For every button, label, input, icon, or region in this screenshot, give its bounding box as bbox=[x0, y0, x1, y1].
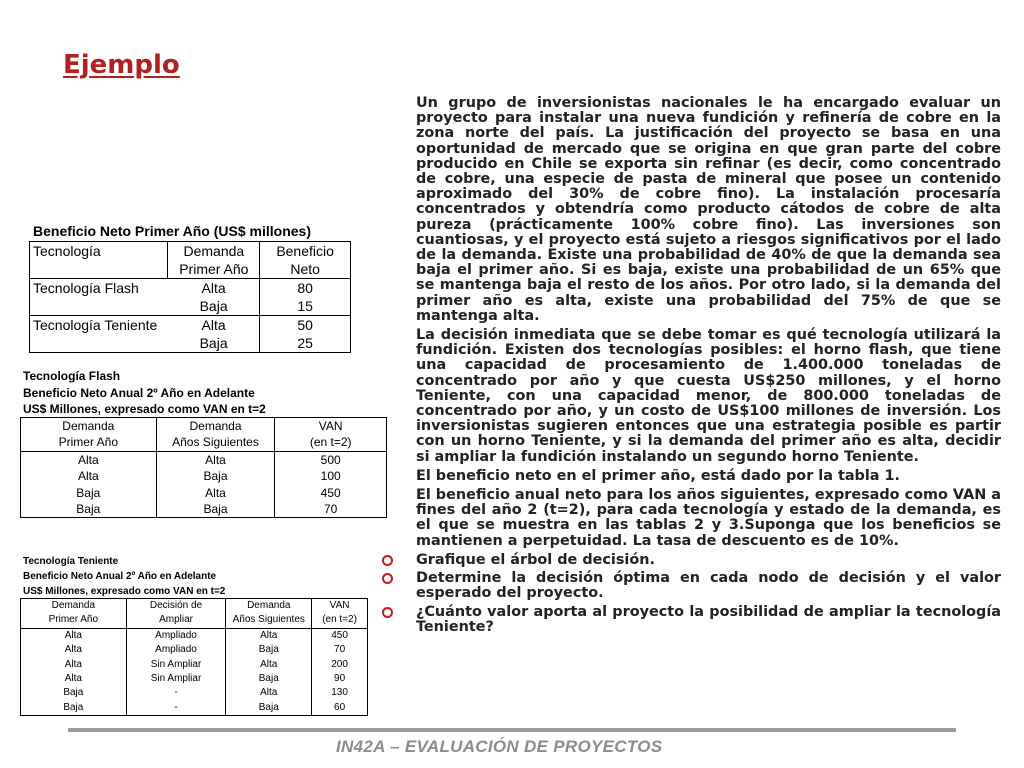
table-row: Alta Sin Ampliar Alta 200 bbox=[21, 658, 368, 672]
table-header-row: Demanda Primer Año Demanda Años Siguientes VAN (en t=2) bbox=[21, 418, 387, 452]
table1-caption: Beneficio Neto Primer Año (US$ millones) bbox=[33, 223, 311, 239]
table-row: Baja 15 bbox=[30, 297, 351, 316]
table-row: Baja - Alta 130 bbox=[21, 686, 368, 700]
paragraph-context: Un grupo de inversionistas nacionales le ha encargado evaluar un proyecto para instalar una nueva fundición y refinería de cobre en la zona norte del país. La justificación del proyecto se basa en una oportunidad de mercado que se origina en que gran parte del cobre producido en Chile se exporta sin refinar (es decir, como concentrado de cobre, una especie de pasta de mineral que posee un contenido aproximado del 30% de cobre fino). La instalación procesaría concentrados y obtendría como producto cátodos de cobre de alta pureza (prácticamente 100% cobre fino). Las inversiones son cuantiosas, y el proyecto está sujeto a riesgos significativos por el lado de la demanda. Existe una probabilidad de 40% de que la demanda sea baja el primer año. Si es baja, existe una probabilidad de un 65% que se mantenga baja el resto de los años. Por otro lado, si la demanda del primer año es alta, existe una probabilidad del 75% de que se mantenga alta. bbox=[416, 95, 1001, 324]
table-row: Baja 25 bbox=[30, 334, 351, 353]
table3-teniente-technology bbox=[20, 598, 368, 716]
footer-divider bbox=[68, 728, 956, 732]
header-technology: Tecnología bbox=[30, 242, 168, 279]
paragraph-decision: La decisión inmediata que se debe tomar es qué tecnología utilizará la fundición. Existen dos tecnologías posibles: el horno flash, que tiene una capacidad de procesamiento de 1.400.000 toneladas de concentrado por año y que cuesta US$250 millones, y el horno Teniente, con una capacidad menor, de 800.000 toneladas de concentrado por año, y un costo de US$100 millones de inversión. Los inversionistas sugieren entonces que una estrategia posible es partir con un horno Teniente, y si la demanda del primer año es alta, decidir si ampliar la fundición instalando un segundo horno Teniente. bbox=[416, 327, 1001, 465]
footer-course-title: IN42A – EVALUACIÓN DE PROYECTOS bbox=[336, 737, 663, 756]
table3-caption: Tecnología Teniente Beneficio Neto Anual 2º Año en Adelante US$ Millones, expresado como VAN en t=2 bbox=[23, 556, 226, 597]
paragraph-first-year: El beneficio neto en el primer año, está dado por la tabla 1. bbox=[416, 467, 900, 484]
bullet-icon bbox=[382, 607, 393, 618]
question-item bbox=[416, 605, 1001, 635]
question-item bbox=[416, 553, 1001, 568]
bullet-icon bbox=[382, 573, 393, 584]
table-row: Tecnología Flash Alta 80 bbox=[33, 280, 313, 296]
question-list bbox=[416, 553, 1001, 635]
table-row: Baja Baja 70 bbox=[21, 501, 387, 518]
paragraph-following-years: El beneficio anual neto para los años siguientes, expresado como VAN a fines del año 2 (t=2), para cada tecnología y estado de la demanda, es el que se muestra en las tablas 2 y 3.Suponga que los beneficios se mantienen a perpetuidad. La tasa de descuento es de 10%. bbox=[416, 487, 1001, 549]
table-header-row bbox=[30, 242, 351, 279]
question-text: ¿Cuánto valor aporta al proyecto la posibilidad de ampliar la tecnología Teniente? bbox=[416, 603, 1001, 635]
table-row: Alta Alta 500 bbox=[21, 451, 387, 468]
header-net-benefit: Beneficio Neto bbox=[260, 242, 351, 279]
table-row: Baja Alta 450 bbox=[21, 485, 387, 501]
slide-title: Ejemplo bbox=[63, 50, 180, 80]
table2-flash-technology bbox=[20, 417, 387, 518]
table-row: Alta Ampliado Alta 450 bbox=[21, 628, 368, 643]
table-row: Tecnología Teniente Alta 50 bbox=[33, 317, 313, 333]
header-demand: Demanda Primer Año bbox=[168, 242, 260, 279]
table2-caption: Tecnología Flash Beneficio Neto Anual 2º Año en Adelante US$ Millones, expresado como VAN en t=2 bbox=[23, 369, 266, 416]
table-row: Alta Ampliado Baja 70 bbox=[21, 643, 368, 657]
table1-first-year-benefit bbox=[29, 241, 351, 353]
bullet-icon bbox=[382, 555, 393, 566]
table-header-row: Demanda Primer Año Decisión de Ampliar Demanda Años Siguientes VAN (en t=2) bbox=[21, 599, 368, 629]
table-row: Alta Baja 100 bbox=[21, 468, 387, 484]
table-row: Alta Sin Ampliar Baja 90 bbox=[21, 672, 368, 686]
question-text: Grafique el árbol de decisión. bbox=[416, 551, 655, 568]
table-row: Baja - Baja 60 bbox=[21, 701, 368, 716]
question-item bbox=[416, 571, 1001, 601]
question-text: Determine la decisión óptima en cada nodo de decisión y el valor esperado del proyecto. bbox=[416, 570, 1001, 602]
problem-statement bbox=[416, 96, 1001, 638]
